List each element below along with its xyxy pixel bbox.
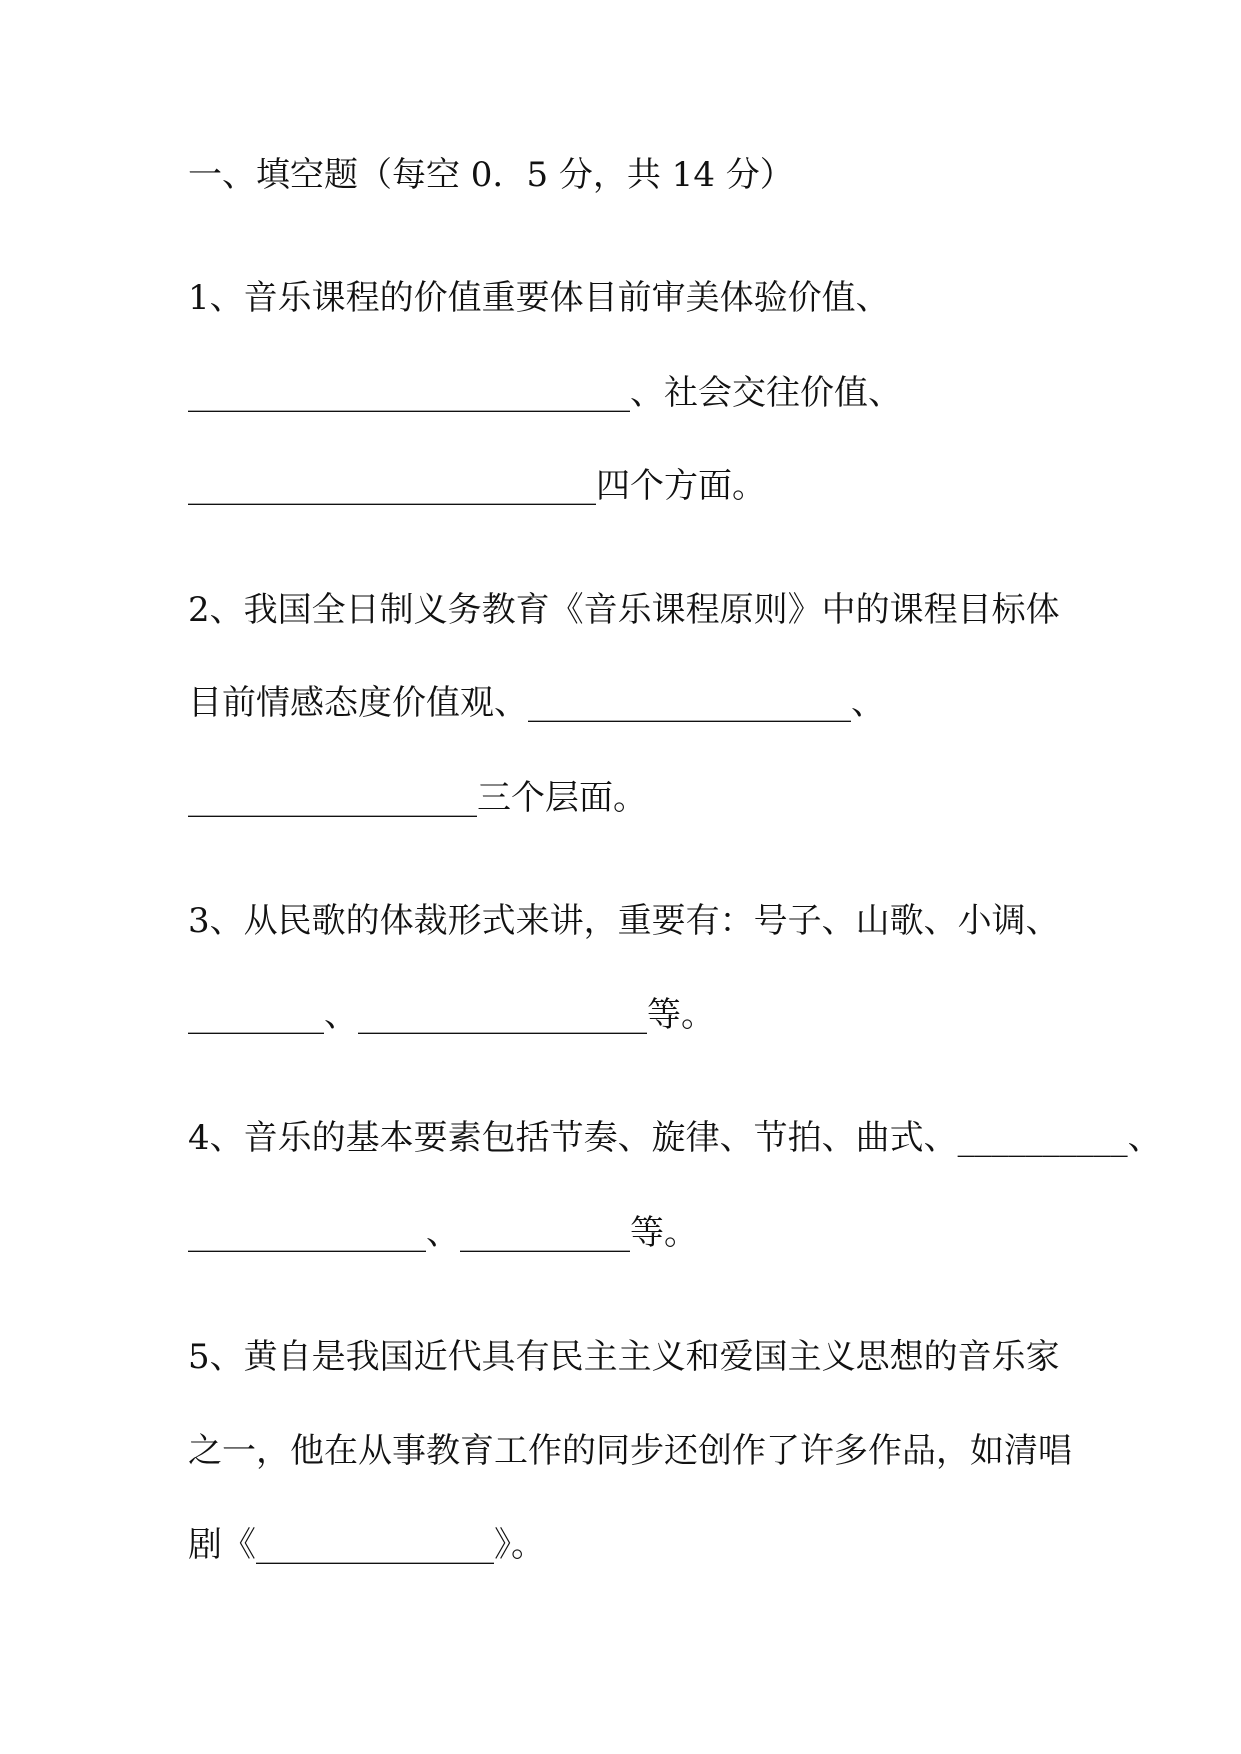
question-1-line-3: ________________________四个方面。 [188, 466, 766, 506]
question-3-line-1: 3、从民歌的体裁形式来讲，重要有：号子、山歌、小调、 [188, 901, 1060, 941]
question-1-line-1: 1、音乐课程的价值重要体目前审美体验价值、 [188, 278, 890, 318]
question-5-line-1: 5、黄自是我国近代具有民主主义和爱国主义思想的音乐家 [188, 1337, 1060, 1377]
question-2-line-1: 2、我国全日制义务教育《音乐课程原则》中的课程目标体 [188, 590, 1060, 630]
question-3-line-2: ________、_________________等。 [188, 995, 715, 1035]
question-5-line-3: 剧《______________》。 [188, 1525, 545, 1565]
question-4-line-2: ______________、__________等。 [188, 1213, 698, 1253]
question-5-line-2: 之一，他在从事教育工作的同步还创作了许多作品，如清唱 [188, 1431, 1072, 1471]
question-2-line-3: _________________三个层面。 [188, 778, 647, 818]
question-4-line-1: 4、音乐的基本要素包括节奏、旋律、节拍、曲式、__________、 [188, 1118, 1162, 1158]
question-1-line-2: __________________________、社会交往价值、 [188, 373, 902, 413]
question-2-line-2: 目前情感态度价值观、___________________、 [188, 683, 885, 723]
section-heading: 一、填空题（每空 0．5 分，共 14 分） [188, 155, 794, 195]
